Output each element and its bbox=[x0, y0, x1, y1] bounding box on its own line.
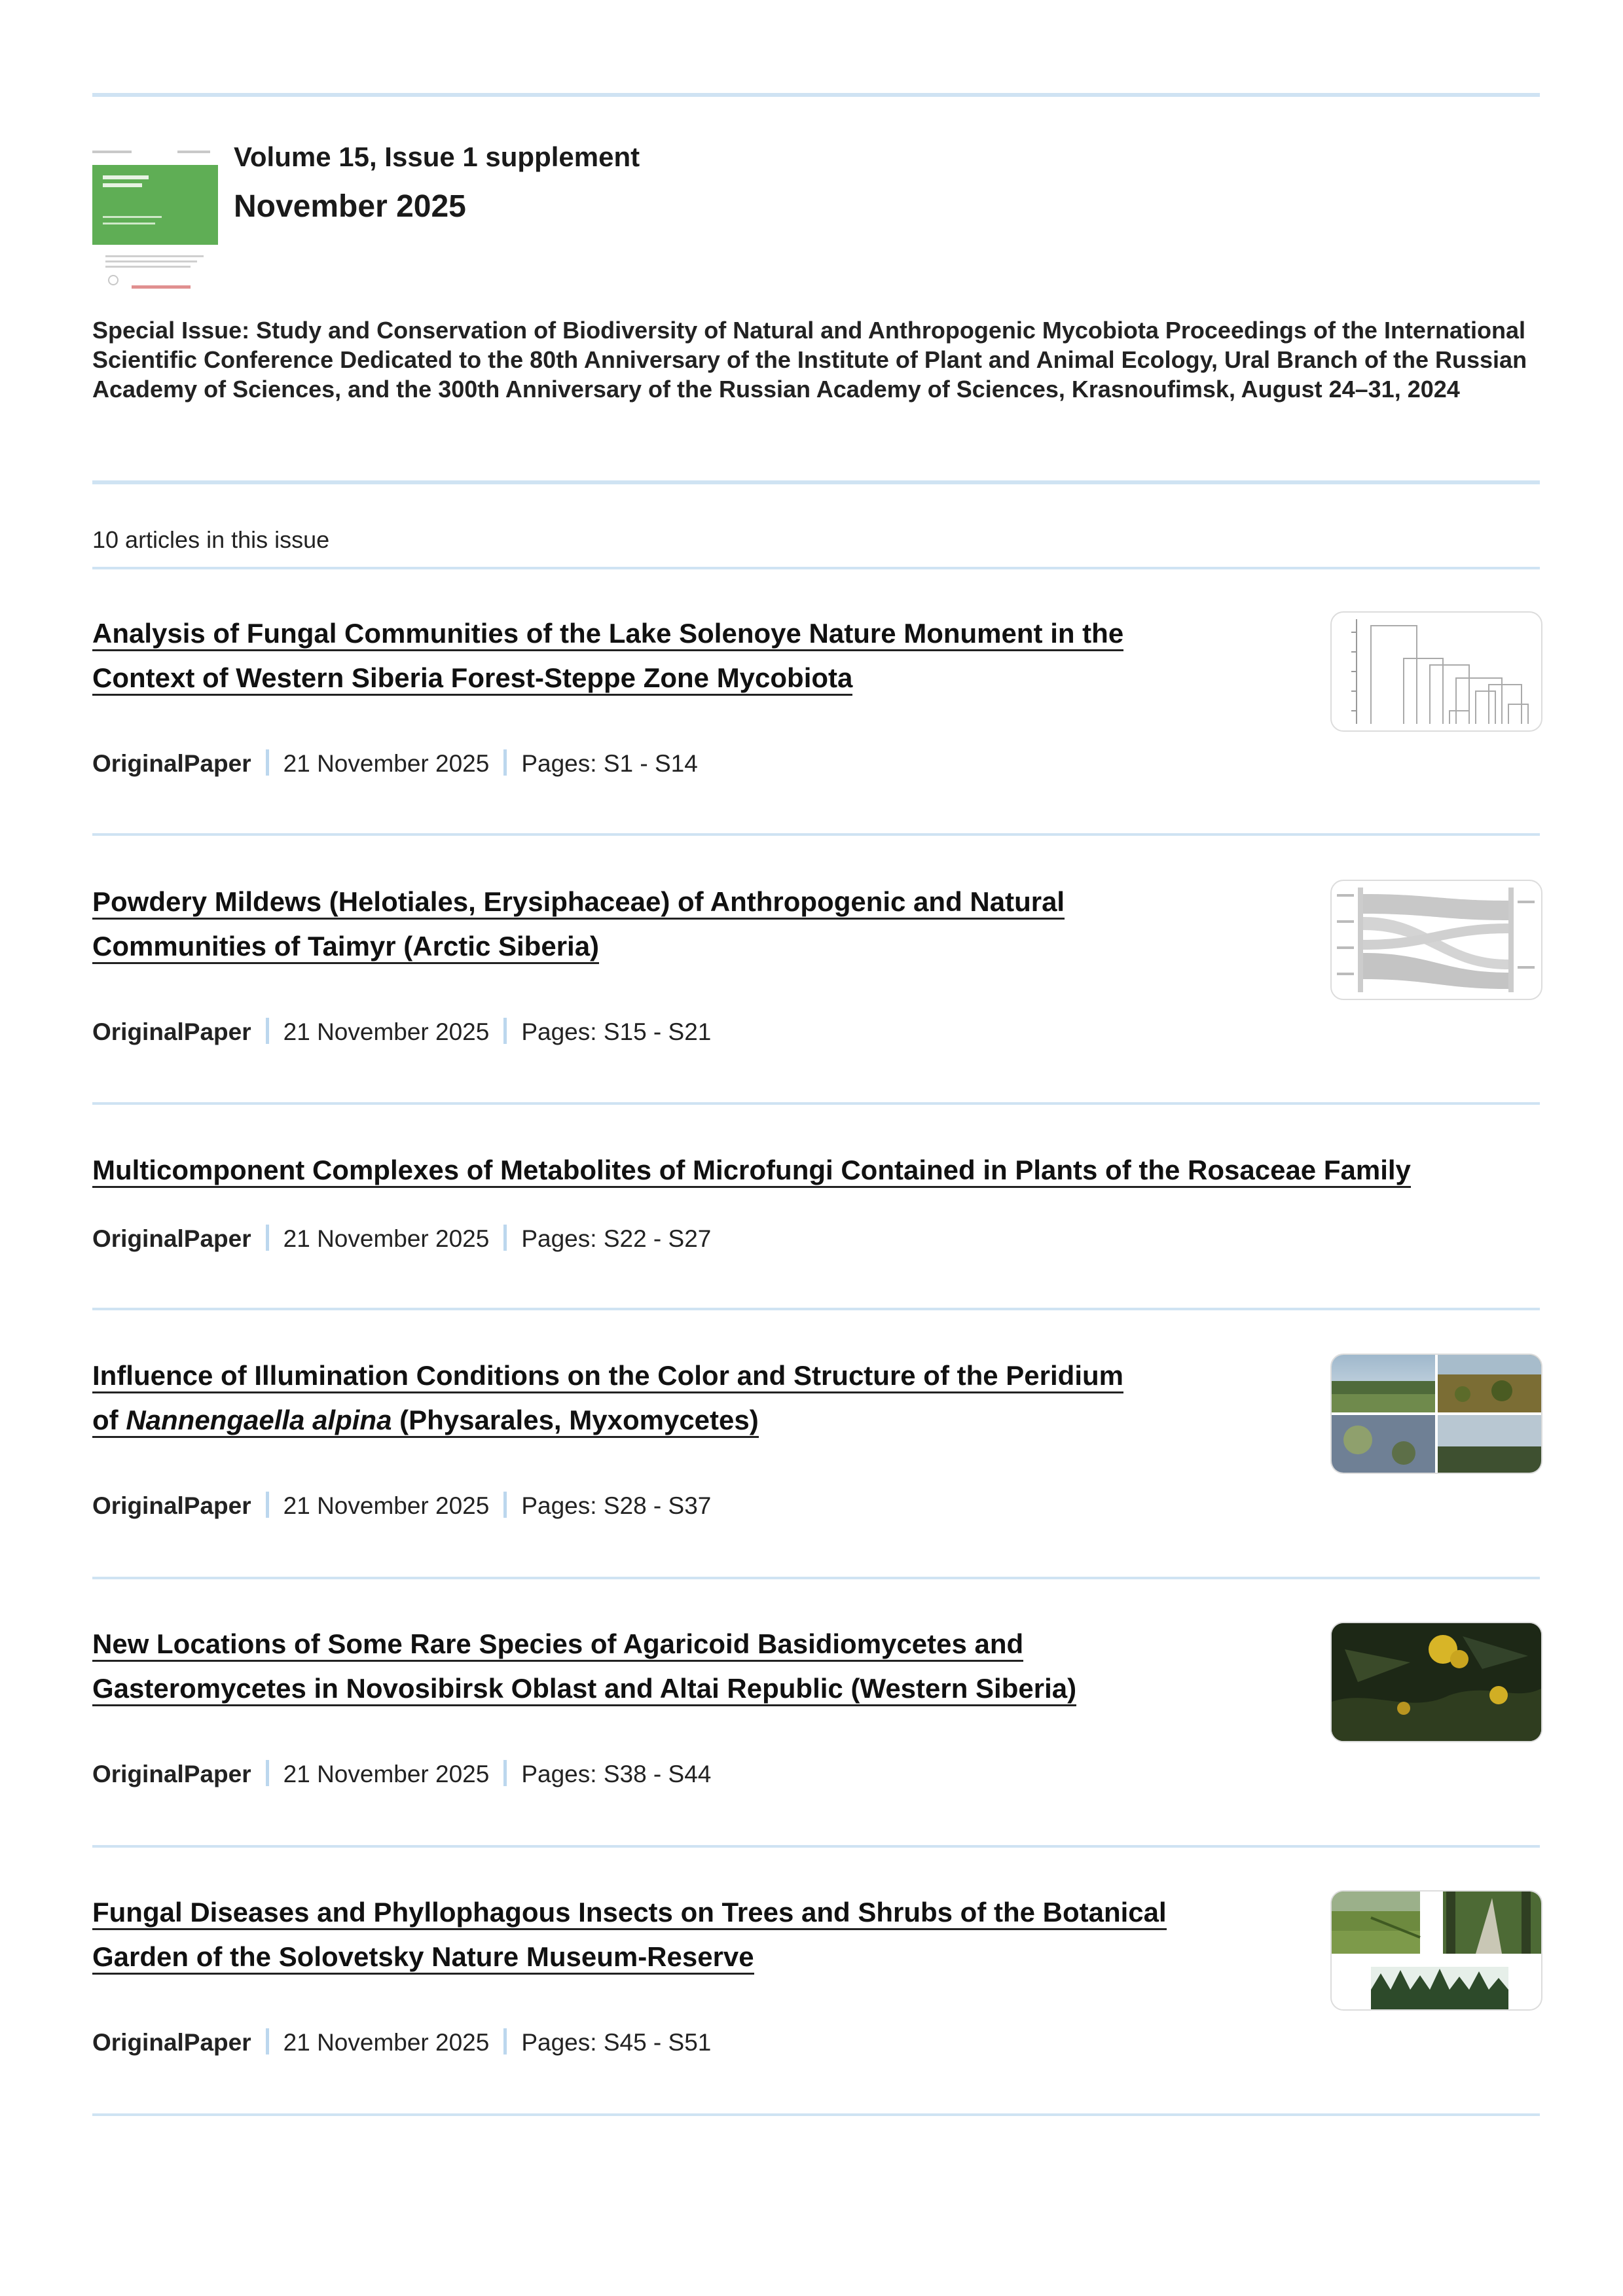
article-title-line[interactable]: Analysis of Fungal Communities of the Lake Solenoye Nature Monument in the bbox=[92, 618, 1123, 651]
article-pages: Pages: S38 - S44 bbox=[521, 1761, 712, 1787]
article-pages: Pages: S45 - S51 bbox=[521, 2029, 712, 2056]
article-divider bbox=[92, 1845, 1540, 1848]
article-title-line[interactable]: Garden of the Solovetsky Nature Museum-Reserve bbox=[92, 1941, 754, 1975]
issue-date: November 2025 bbox=[234, 189, 466, 224]
special-issue-title: Special Issue: Study and Conservation of Biodiversity of Natural and Anthropogenic Mycobiota Proceedings of the International Scientific Conference Dedicated to the 80th Anniversary of the Institute of Plant and Animal Ecology, Ural Branch of the Russian Academy of Sciences, and the 300th Anniversary of the Russian Academy of Sciences, Krasnoufimsk, August 24–31, 2024 bbox=[92, 317, 1527, 403]
article-title-line[interactable]: Fungal Diseases and Phyllophagous Insects on Trees and Shrubs of the Botanical bbox=[92, 1897, 1167, 1930]
article-date: 21 November 2025 bbox=[283, 2029, 490, 2056]
article-title[interactable] bbox=[92, 880, 1065, 969]
article-pages: Pages: S1 - S14 bbox=[521, 750, 698, 777]
article-meta bbox=[92, 750, 698, 778]
article-title[interactable] bbox=[92, 1148, 1411, 1193]
article-thumbnail-dendrogram[interactable] bbox=[1330, 611, 1542, 732]
publisher-logo-icon bbox=[108, 275, 119, 285]
article-meta bbox=[92, 1761, 711, 1789]
article-divider bbox=[92, 1308, 1540, 1310]
article-date: 21 November 2025 bbox=[283, 1761, 490, 1787]
article-title[interactable] bbox=[92, 1354, 1123, 1443]
article-divider bbox=[92, 2113, 1540, 2116]
article-title-line[interactable]: Context of Western Siberia Forest-Steppe Zone Mycobiota bbox=[92, 662, 852, 696]
article-thumbnail-mushroom[interactable] bbox=[1330, 1622, 1542, 1742]
article-date: 21 November 2025 bbox=[283, 1492, 490, 1519]
article-count: 10 articles in this issue bbox=[92, 526, 330, 553]
article-type: OriginalPaper bbox=[92, 1225, 251, 1252]
article-meta bbox=[92, 1492, 711, 1520]
article-date: 21 November 2025 bbox=[283, 1018, 490, 1045]
header-divider bbox=[92, 480, 1540, 484]
article-meta bbox=[92, 2029, 711, 2057]
article-title-line[interactable]: Influence of Illumination Conditions on the Color and Structure of the Peridium bbox=[92, 1360, 1123, 1393]
article-title-line[interactable]: New Locations of Some Rare Species of Agaricoid Basidiomycetes and bbox=[92, 1628, 1023, 1662]
article-pages: Pages: S28 - S37 bbox=[521, 1492, 712, 1519]
journal-cover-image[interactable] bbox=[92, 147, 218, 292]
issue-volume: Volume 15, Issue 1 supplement bbox=[234, 141, 640, 172]
list-divider bbox=[92, 567, 1540, 569]
article-meta bbox=[92, 1225, 711, 1253]
article-type: OriginalPaper bbox=[92, 750, 251, 777]
article-title[interactable] bbox=[92, 1622, 1076, 1711]
article-divider bbox=[92, 1577, 1540, 1579]
article-type: OriginalPaper bbox=[92, 1018, 251, 1045]
article-meta bbox=[92, 1018, 711, 1047]
article-title[interactable] bbox=[92, 611, 1123, 700]
article-pages: Pages: S22 - S27 bbox=[521, 1225, 712, 1252]
article-divider bbox=[92, 1102, 1540, 1105]
article-title-line[interactable]: Multicomponent Complexes of Metabolites of Microfungi Contained in Plants of the Rosaceae Family bbox=[92, 1155, 1411, 1188]
article-divider bbox=[92, 833, 1540, 836]
article-type: OriginalPaper bbox=[92, 1492, 251, 1519]
article-date: 21 November 2025 bbox=[283, 750, 490, 777]
article-title-line[interactable]: Gasteromycetes in Novosibirsk Oblast and Altai Republic (Western Siberia) bbox=[92, 1673, 1076, 1706]
article-title-line[interactable]: Communities of Taimyr (Arctic Siberia) bbox=[92, 931, 599, 964]
article-title-line[interactable]: of Nannengaella alpina (Physarales, Myxomycetes) bbox=[92, 1405, 759, 1438]
article-date: 21 November 2025 bbox=[283, 1225, 490, 1252]
article-type: OriginalPaper bbox=[92, 1761, 251, 1787]
article-pages: Pages: S15 - S21 bbox=[521, 1018, 712, 1045]
article-title[interactable] bbox=[92, 1890, 1167, 1979]
article-thumbnail-photos[interactable] bbox=[1330, 1354, 1542, 1474]
article-title-line[interactable]: Powdery Mildews (Helotiales, Erysiphaceae) of Anthropogenic and Natural bbox=[92, 886, 1065, 920]
article-thumbnail-garden[interactable] bbox=[1330, 1890, 1542, 2011]
top-divider bbox=[92, 93, 1540, 97]
article-thumbnail-sankey[interactable] bbox=[1330, 880, 1542, 1000]
article-type: OriginalPaper bbox=[92, 2029, 251, 2056]
